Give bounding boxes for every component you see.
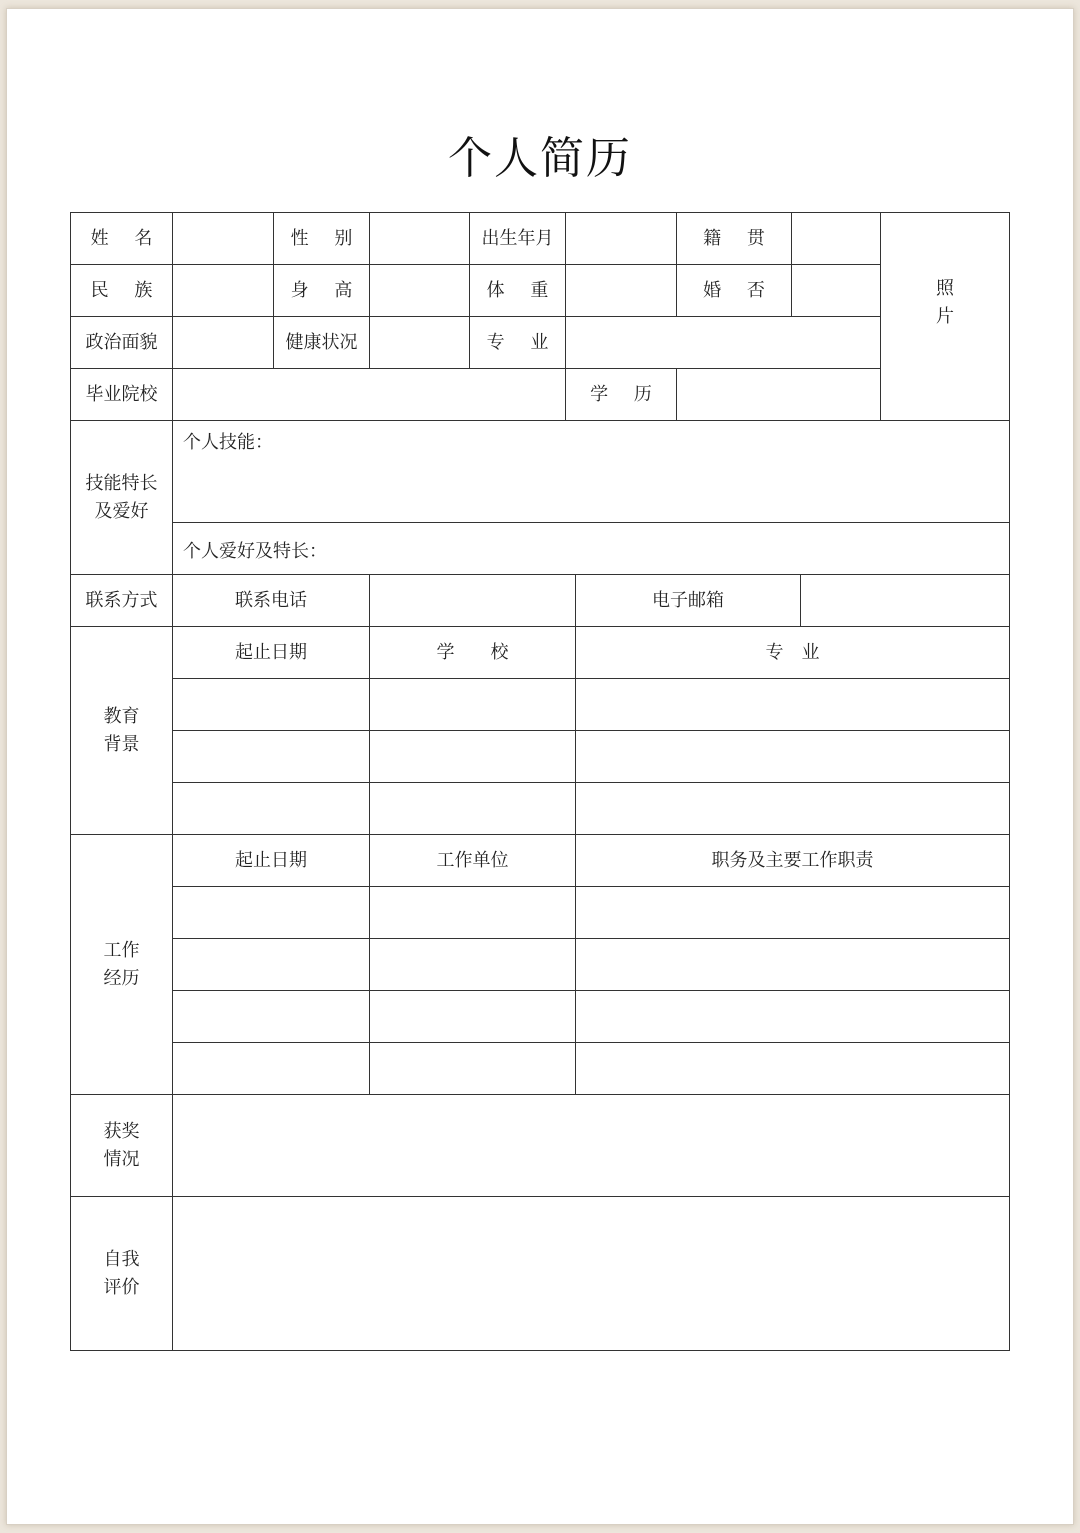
work-row [71,939,1010,991]
edu-col-date: 起止日期 [173,627,370,679]
skills-label: 个人技能： [183,432,273,453]
resume-table [70,212,1010,1351]
skills-section-label: 技能特长及爱好 [71,421,173,575]
degree-label: 学 历 [566,369,677,421]
work-row [71,887,1010,939]
photo-label-1: 照 [935,277,954,299]
edu-major-cell[interactable] [576,679,1010,731]
work-date-cell[interactable] [173,1043,370,1095]
edu-date-cell[interactable] [173,679,370,731]
skills-row [71,421,1010,523]
self-eval-row [71,1197,1010,1351]
phone-label: 联系电话 [173,575,370,627]
birth-label: 出生年月 [470,213,566,265]
email-label: 电子邮箱 [576,575,801,627]
marital-value[interactable] [792,265,881,317]
hobbies-field[interactable] [173,523,1010,575]
native-value[interactable] [792,213,881,265]
work-row [71,991,1010,1043]
birth-value[interactable] [566,213,677,265]
work-col-company: 工作单位 [370,835,576,887]
work-duty-cell[interactable] [576,887,1010,939]
height-value[interactable] [370,265,470,317]
weight-label: 体 重 [470,265,566,317]
major-value[interactable] [566,317,881,369]
hobbies-label: 个人爱好及特长： [183,541,327,562]
basic-row-1 [71,213,1010,265]
work-company-cell[interactable] [370,887,576,939]
page-title: 个人简历 [448,133,632,184]
edu-row [71,679,1010,731]
ethnic-value[interactable] [173,265,274,317]
edu-school-cell[interactable] [370,731,576,783]
work-date-cell[interactable] [173,887,370,939]
edu-row [71,731,1010,783]
edu-school-cell[interactable] [370,679,576,731]
self-eval-field[interactable] [173,1197,1010,1351]
edu-row [71,783,1010,835]
phone-value[interactable] [370,575,576,627]
school-value[interactable] [173,369,566,421]
work-col-duty: 职务及主要工作职责 [576,835,1010,887]
work-duty-cell[interactable] [576,991,1010,1043]
edu-col-major: 专 业 [576,627,1010,679]
edu-school-cell[interactable] [370,783,576,835]
work-date-cell[interactable] [173,939,370,991]
work-duty-cell[interactable] [576,1043,1010,1095]
health-label: 健康状况 [274,317,370,369]
work-duty-cell[interactable] [576,939,1010,991]
photo-label-2: 片 [935,305,954,327]
contact-row [71,575,1010,627]
email-value[interactable] [801,575,1010,627]
basic-row-3 [71,317,1010,369]
work-header-row [71,835,1010,887]
gender-value[interactable] [370,213,470,265]
basic-row-2 [71,265,1010,317]
awards-field[interactable] [173,1095,1010,1197]
ethnic-label: 民 族 [71,265,173,317]
basic-row-4 [71,369,1010,421]
photo-box[interactable] [881,213,1010,421]
work-date-cell[interactable] [173,991,370,1043]
self-eval-section-label: 自我评价 [71,1197,173,1351]
skills-field[interactable] [173,421,1010,523]
hobbies-row [71,523,1010,575]
edu-date-cell[interactable] [173,783,370,835]
height-label: 身 高 [274,265,370,317]
name-value[interactable] [173,213,274,265]
name-label: 姓 名 [71,213,173,265]
native-label: 籍 贯 [677,213,792,265]
political-label: 政治面貌 [71,317,173,369]
health-value[interactable] [370,317,470,369]
contact-section-label: 联系方式 [71,575,173,627]
weight-value[interactable] [566,265,677,317]
work-section-label: 工作经历 [71,835,173,1095]
work-row [71,1043,1010,1095]
work-col-date: 起止日期 [173,835,370,887]
degree-value[interactable] [677,369,881,421]
edu-date-cell[interactable] [173,731,370,783]
gender-label: 性 别 [274,213,370,265]
edu-major-cell[interactable] [576,731,1010,783]
school-label: 毕业院校 [71,369,173,421]
major-label: 专 业 [470,317,566,369]
marital-label: 婚 否 [677,265,792,317]
awards-section-label: 获奖情况 [71,1095,173,1197]
edu-header-row [71,627,1010,679]
edu-col-school: 学 校 [370,627,576,679]
work-company-cell[interactable] [370,991,576,1043]
edu-major-cell[interactable] [576,783,1010,835]
work-company-cell[interactable] [370,1043,576,1095]
awards-row [71,1095,1010,1197]
work-company-cell[interactable] [370,939,576,991]
political-value[interactable] [173,317,274,369]
edu-section-label: 教育背景 [71,627,173,835]
